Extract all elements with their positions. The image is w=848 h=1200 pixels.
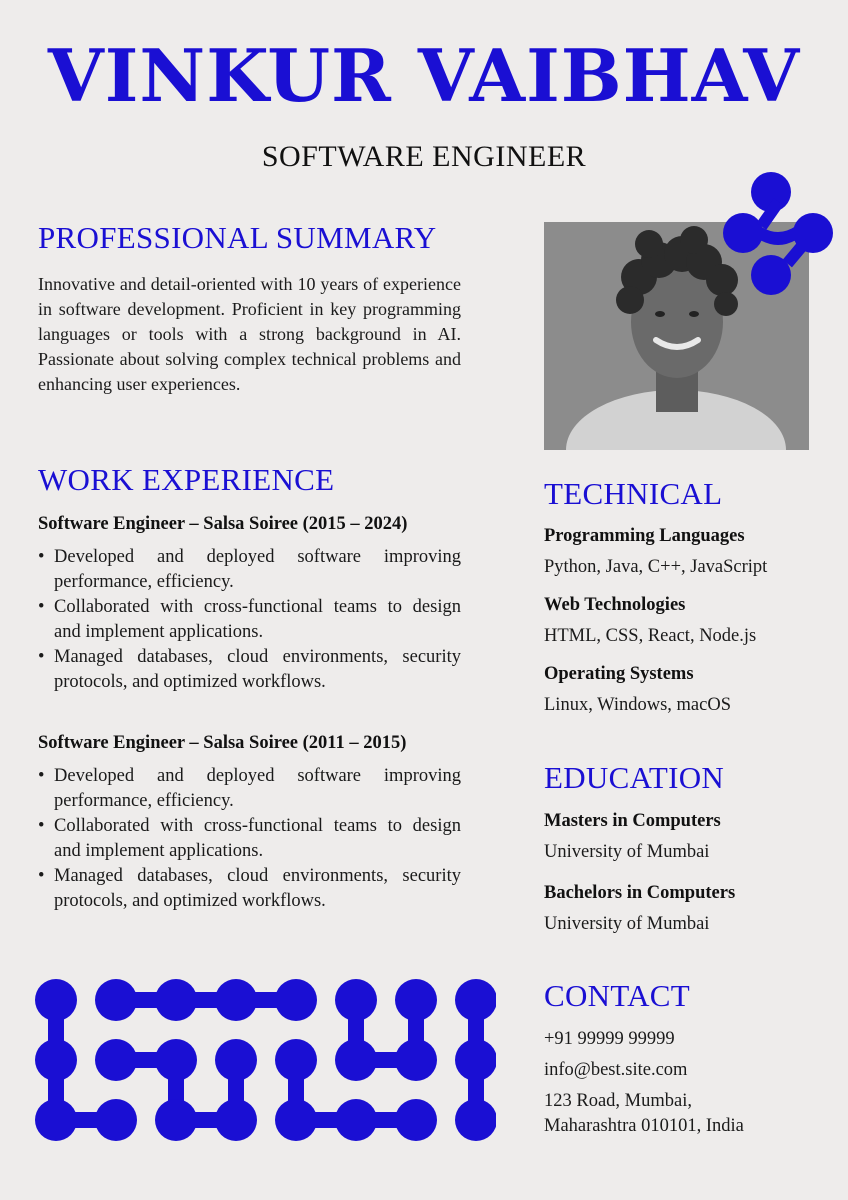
work-heading: WORK EXPERIENCE	[38, 462, 335, 497]
job-title: Software Engineer – Salsa Soiree (2015 – 2024)	[38, 514, 408, 534]
job-bullet: • Managed databases, cloud environments, security protocols, and optimized workflows.	[38, 864, 461, 914]
tech-label: Programming Languages	[544, 526, 745, 546]
summary-heading: PROFESSIONAL SUMMARY	[38, 220, 437, 255]
contact-heading: CONTACT	[544, 978, 691, 1013]
contact-address-line1: 123 Road, Mumbai,	[544, 1091, 692, 1111]
contact-address-line2: Maharashtra 010101, India	[544, 1116, 744, 1136]
tech-value: HTML, CSS, React, Node.js	[544, 626, 757, 646]
education-school: University of Mumbai	[544, 842, 710, 862]
technical-heading: TECHNICAL	[544, 476, 723, 511]
contact-phone[interactable]: +91 99999 99999	[544, 1029, 675, 1049]
molecule-decoration	[700, 168, 840, 303]
job-bullet: • Managed databases, cloud environments, security protocols, and optimized workflows.	[38, 645, 461, 695]
tech-label: Web Technologies	[544, 595, 686, 615]
education-degree: Masters in Computers	[544, 811, 721, 831]
job-bullet: • Collaborated with cross-functional teams to design and implement applications.	[38, 595, 461, 645]
candidate-name: VINKUR VAIBHAV	[47, 33, 801, 118]
summary-text: Innovative and detail-oriented with 10 years of experience in software development. Proficient in key programming languages or tools with a strong background in AI. Passionate about solving complex technical problems and enhancing user experiences.	[38, 274, 461, 394]
job-bullets	[38, 545, 461, 695]
job-bullet: • Developed and deployed software improving performance, efficiency.	[38, 545, 461, 595]
tech-value: Linux, Windows, macOS	[544, 695, 731, 715]
job-bullet: • Developed and deployed software improving performance, efficiency.	[38, 764, 461, 814]
job-title: Software Engineer – Salsa Soiree (2011 – 2015)	[38, 733, 407, 753]
education-school: University of Mumbai	[544, 914, 710, 934]
education-degree: Bachelors in Computers	[544, 883, 736, 903]
job-bullets	[38, 764, 461, 914]
contact-email[interactable]: info@best.site.com	[544, 1060, 688, 1080]
job-bullet: • Collaborated with cross-functional teams to design and implement applications.	[38, 814, 461, 864]
tech-label: Operating Systems	[544, 664, 694, 684]
blob-pattern-decoration	[34, 978, 496, 1144]
education-heading: EDUCATION	[544, 760, 725, 795]
candidate-role: SOFTWARE ENGINEER	[261, 140, 587, 173]
tech-value: Python, Java, C++, JavaScript	[544, 557, 768, 577]
